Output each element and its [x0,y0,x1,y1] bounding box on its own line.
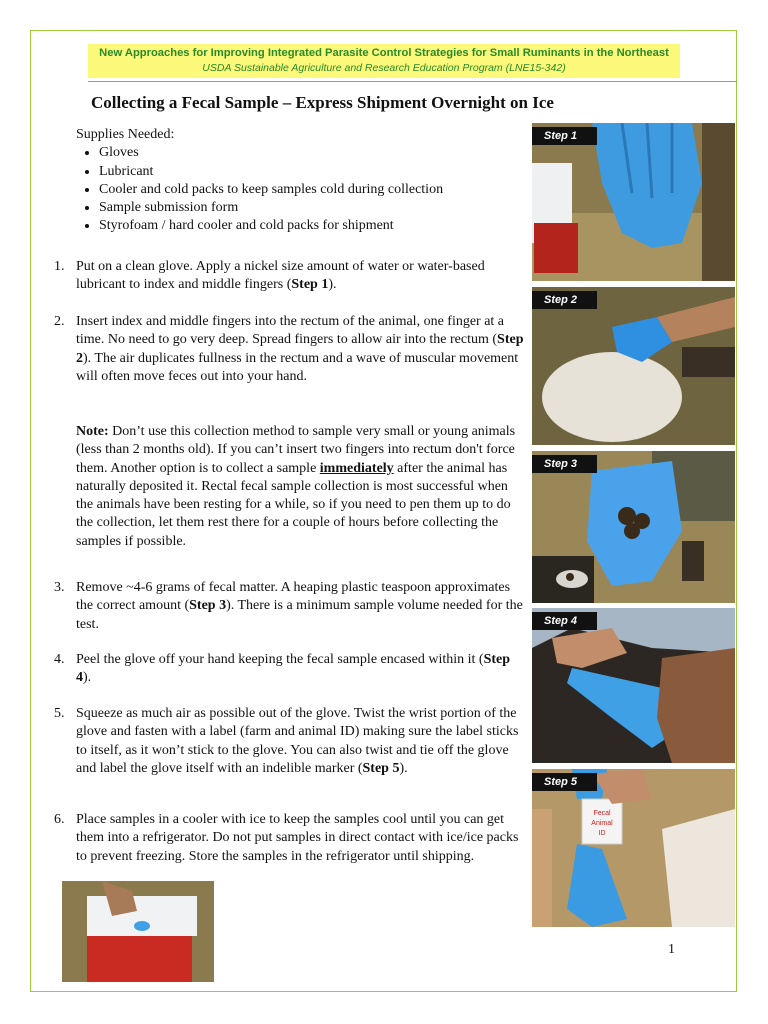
step-ref: Step 5 [362,760,400,776]
step-text-part: Remove ~4-6 grams of fecal matter. A heaping plastic teaspoon approximates the correct amount ( [76,580,511,614]
list-item: • Cooler and cold packs to keep samples cold during collection [99,181,546,199]
step-text-part: ). [83,670,92,686]
header-banner [88,44,680,78]
note-label: Note: [76,424,109,439]
step-label: Step 4 [532,612,597,630]
step-4-photo [532,608,735,763]
step-ref: Step 3 [189,598,227,614]
step-2-photo [532,287,735,445]
step-label: Step 1 [532,127,597,145]
page-number: 1 [668,942,675,957]
header-rule [88,81,737,82]
step-text-part: Put on a clean glove. Apply a nickel size amount of water or water-based lubricant to index and middle fingers ( [76,259,485,293]
tag-text-1: Fecal [593,810,611,817]
step-text [76,258,524,295]
step-text [76,705,524,778]
supplies-list [76,144,546,235]
step-1-image [532,123,735,281]
banner-title: New Approaches for Improving Integrated Parasite Control Strategies for Small Ruminants in the Northeast [99,47,669,59]
cooler-image [62,881,214,982]
step-3-item [54,579,524,634]
note-emphasis: immediately [319,460,394,476]
step-2-item [54,313,524,386]
step-number: 6. [54,812,65,827]
note-text-part: Don’t use this collection method to sample very small or young animals (less than 2 months old). If you can’t insert two fingers into rectum don't force them. Another option is to collect a sample [76,424,516,476]
step-text-part: ). [328,277,337,293]
step-4-item [54,651,524,688]
step-3-photo [532,451,735,603]
tag-text-3: ID [598,830,606,837]
note-text [76,423,524,551]
step-text-part: Peel the glove off your hand keeping the fecal sample encased within it ( [76,652,484,667]
step-text [76,579,524,634]
step-1-photo [532,123,735,281]
list-item: • Sample submission form [99,199,546,217]
note-text-part: after the animal has naturally deposited it. Rectal fecal sample collection is most successful when the animals have been resting for a while, so if you need to pen them up to do the collection, let them rest there for a couple of hours before collecting the samples if possible. [76,460,511,549]
step-6-item [54,811,524,866]
step-number: 2. [54,314,65,329]
step-text-part: ). [399,760,408,776]
list-item: • Gloves [99,144,546,162]
step-number: 3. [54,580,65,595]
step-label: Step 2 [532,291,597,309]
step-number: 1. [54,259,65,274]
step-text-part: ). The air duplicates fullness in the rectum and a wave of muscular movement will often move feces out into your hand. [76,350,519,384]
step-text [76,313,524,386]
tag-text-2: Animal [591,820,613,827]
step-number: 5. [54,706,65,721]
step-number: 4. [54,652,65,667]
step-ref: Step 1 [291,277,329,293]
banner-subtitle: USDA Sustainable Agriculture and Research Education Program (LNE15-342) [202,62,566,74]
step-text: Place samples in a cooler with ice to keep the samples cool until you can get them into a refrigerator. Do not put samples in direct contact with ice/ice packs to prevent freezing. Store the samples in the refrigerator until shipping. [76,812,519,864]
step-2-image [532,287,735,445]
step-4-image [532,608,735,763]
step-1-item [54,258,524,295]
step-5-photo [532,769,735,927]
step-5-item [54,705,524,778]
step-ref: Step 2 [76,332,524,366]
step-label: Step 5 [532,773,597,791]
page-title: Collecting a Fecal Sample – Express Shipment Overnight on Ice [91,93,554,112]
step-text-part: Insert index and middle fingers into the rectum of the animal, one finger at a time. No need to go very deep. Spread fingers to allow air into the rectum ( [76,314,505,348]
step-text-part: Squeeze as much air as possible out of the glove. Twist the wrist portion of the glove and fasten with a label (farm and animal ID) making sure the label sticks to itself, as it won’t stick to the glove. You can also twist and tie off the glove and label the glove itself with an indelible marker ( [76,706,519,776]
list-item: • Lubricant [99,163,546,181]
step-text [76,651,524,688]
supplies-section [76,126,546,236]
step-label: Step 3 [532,455,597,473]
step-ref: Step 4 [76,652,511,686]
step-3-image [532,451,735,603]
step-text-part: ). There is a minimum sample volume needed for the test. [76,598,523,632]
step-5-image [532,769,735,927]
cooler-photo [62,881,214,982]
supplies-heading: Supplies Needed: [76,127,175,142]
note-item [54,423,524,551]
list-item: • Styrofoam / hard cooler and cold packs for shipment [99,217,546,235]
